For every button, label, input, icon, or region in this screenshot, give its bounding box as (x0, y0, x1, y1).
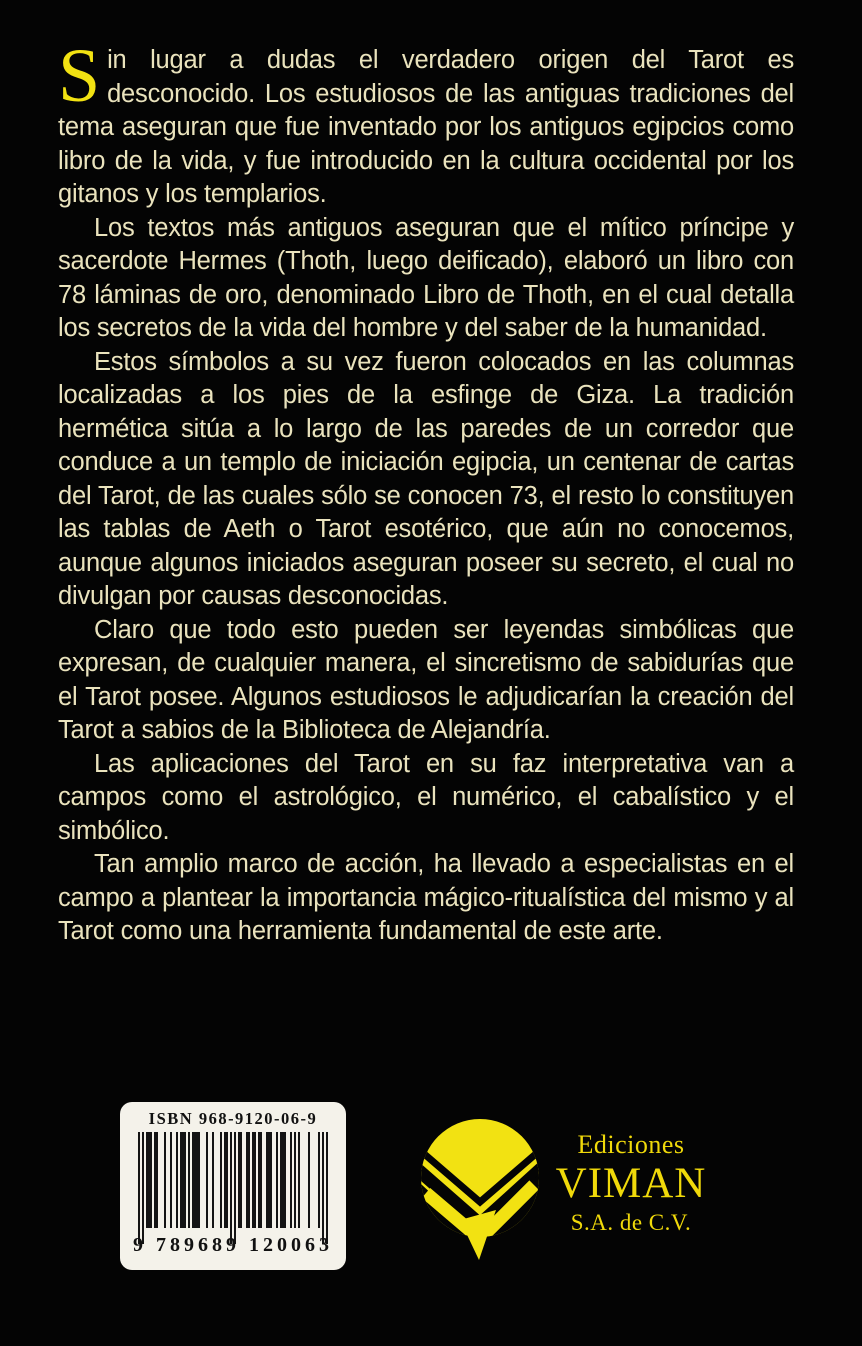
synopsis-paragraph: Claro que todo esto pueden ser leyendas simbólicas que expresan, de cualquier manera, el sincretismo de sabidurías que el Tarot posee. Algunos estudiosos le adjudicarían la creación del Tarot a sabios de la Biblioteca de Alejandría. (58, 615, 794, 744)
barcode-bars (136, 1132, 330, 1248)
synopsis-paragraph: Estos símbolos a su vez fueron colocados en las columnas localizadas a los pies de la esfinge de Giza. La tradición hermética sitúa a lo largo de las paredes de un corredor que conduce a un templo de iniciación egipcia, un centenar de cartas del Tarot, de las cuales sólo se conocen 73, el resto lo constituyen las tablas de Aeth o Tarot esotérico, que aún no conocemos, aunque algunos iniciados aseguran poseer su secreto, el cual no divulgan por causas desconocidas. (58, 347, 794, 610)
barcode-digits: 9 789689 120063 (133, 1234, 333, 1256)
synopsis-paragraph: Tan amplio marco de acción, ha llevado a especialistas en el campo a plantear la importancia mágico-ritualística del mismo y al Tarot como una herramienta fundamental de este arte. (58, 850, 794, 945)
synopsis-text-block (58, 34, 794, 949)
publisher-name: VIMAN (555, 1160, 707, 1207)
viman-logo-icon (418, 1116, 544, 1266)
publisher-block (548, 1132, 714, 1234)
publisher-suffix: S.A. de C.V. (570, 1210, 692, 1235)
isbn-text: ISBN 968-9120-06-9 (148, 1109, 318, 1128)
publisher-line-ediciones: Ediciones (577, 1130, 685, 1159)
synopsis-paragraph: Las aplicaciones del Tarot en su faz interpretativa van a campos como el astrológico, el numérico, el cabalístico y el simbólico. (58, 749, 794, 845)
synopsis-paragraph: Los textos más antiguos aseguran que el mítico príncipe y sacerdote Hermes (Thoth, luego deificado), elaboró un libro con 78 láminas de oro, denominado Libro de Thoth, en el cual detalla los secretos de la vida del hombre y del saber de la humanidad. (58, 213, 794, 342)
barcode-label (120, 1102, 346, 1270)
drop-cap: S (58, 34, 101, 118)
synopsis-paragraph: Sin lugar a dudas el verdadero origen del Tarot es desconocido. Los estudiosos de las antiguas tradiciones del tema aseguran que fue inventado por los antiguos egipcios como libro de la vida, y fue introducido en la cultura occidental por los gitanos y los templarios. (58, 34, 794, 208)
